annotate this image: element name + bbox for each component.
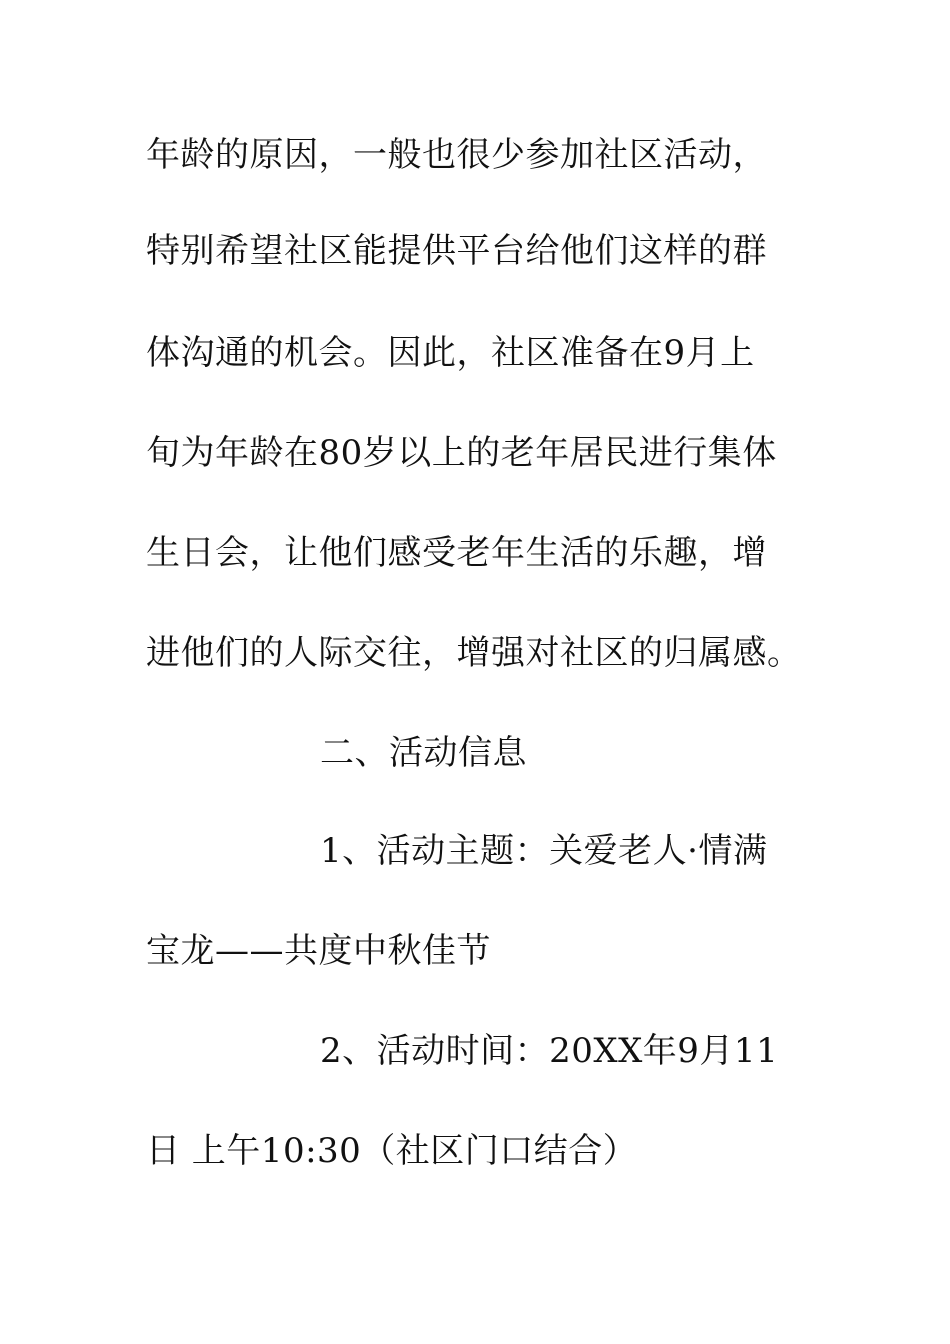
paragraph-line: 特别希望社区能提供平台给他们这样的群 [146, 231, 767, 271]
list-item: 1、活动主题：关爱老人·情满 [320, 831, 768, 871]
paragraph-line: 生日会，让他们感受老年生活的乐趣，增 [146, 533, 767, 573]
list-item: 2、活动时间：20XX年9月11 [320, 1031, 779, 1071]
section-heading: 二、活动信息 [320, 733, 527, 773]
paragraph-line: 旬为年龄在80岁以上的老年居民进行集体 [146, 433, 777, 473]
list-item-continuation: 日 上午10:30（社区门口结合） [146, 1131, 638, 1171]
paragraph-line: 进他们的人际交往，增强对社区的归属感。 [146, 633, 802, 673]
paragraph-line: 年龄的原因，一般也很少参加社区活动， [146, 135, 767, 175]
paragraph-line: 体沟通的机会。因此，社区准备在9月上 [146, 333, 755, 373]
list-item-continuation: 宝龙——共度中秋佳节 [146, 931, 491, 971]
